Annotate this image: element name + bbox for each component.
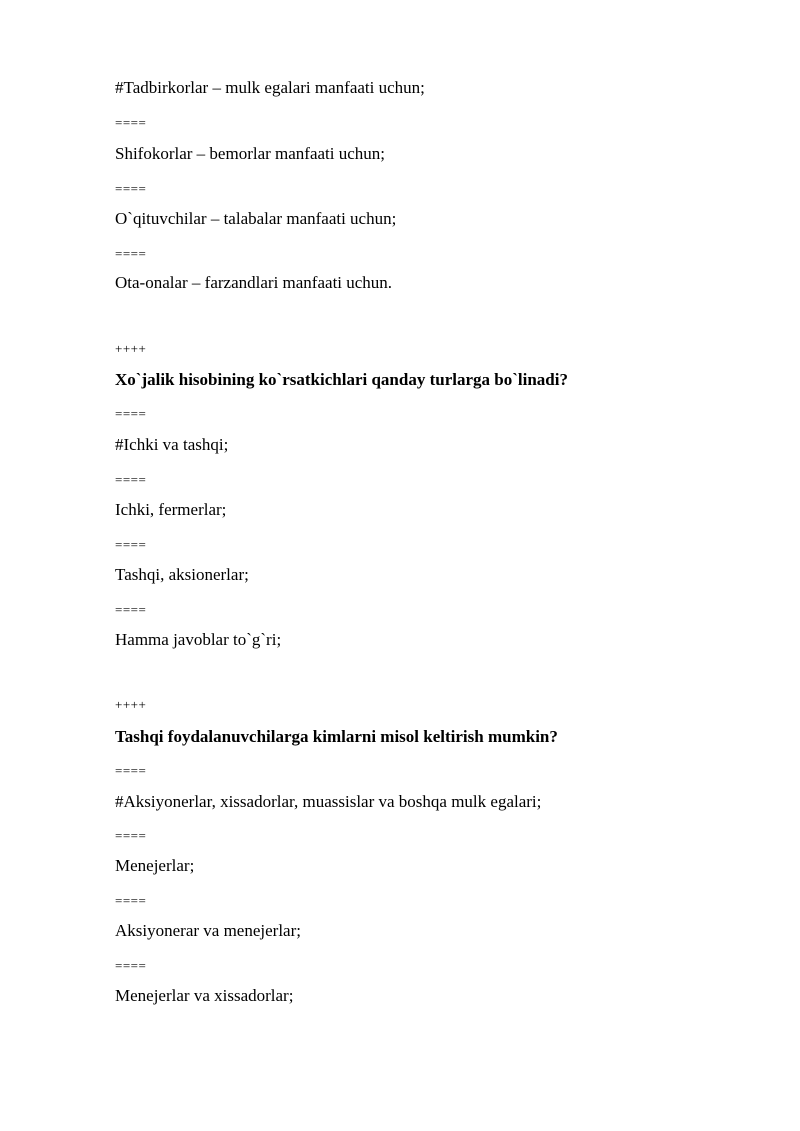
- answer-option: Hamma javoblar to`g`ri;: [115, 630, 282, 649]
- answer-option: Aksiyonerar va menejerlar;: [115, 921, 301, 940]
- question-text: Xo`jalik hisobining ko`rsatkichlari qanday turlarga bo`linadi?: [115, 370, 568, 389]
- question-text: Tashqi foydalanuvchilarga kimlarni misol keltirish mumkin?: [115, 727, 558, 746]
- answer-option: #Tadbirkorlar – mulk egalari manfaati uchun;: [115, 78, 425, 97]
- separator: ====: [115, 537, 147, 552]
- separator: ====: [115, 893, 147, 908]
- answer-option: #Ichki va tashqi;: [115, 435, 229, 454]
- answer-option: Tashqi, aksionerlar;: [115, 565, 249, 584]
- separator: ====: [115, 472, 147, 487]
- answer-option: #Aksiyonerlar, xissadorlar, muassislar va boshqa mulk egalari;: [115, 792, 542, 811]
- separator: ====: [115, 828, 147, 843]
- question-marker: ++++: [115, 697, 147, 712]
- separator: ====: [115, 763, 147, 778]
- separator: ====: [115, 602, 147, 617]
- answer-option: Shifokorlar – bemorlar manfaati uchun;: [115, 144, 386, 163]
- answer-option: Ota-onalar – farzandlari manfaati uchun.: [115, 273, 393, 292]
- separator: ====: [115, 406, 147, 421]
- separator: ====: [115, 958, 147, 973]
- separator: ====: [115, 115, 147, 130]
- separator: ====: [115, 181, 147, 196]
- answer-option: Ichki, fermerlar;: [115, 500, 227, 519]
- separator: ====: [115, 246, 147, 261]
- answer-option: Menejerlar va xissadorlar;: [115, 986, 294, 1005]
- answer-option: Menejerlar;: [115, 856, 195, 875]
- question-marker: ++++: [115, 341, 147, 356]
- answer-option: O`qituvchilar – talabalar manfaati uchun;: [115, 209, 397, 228]
